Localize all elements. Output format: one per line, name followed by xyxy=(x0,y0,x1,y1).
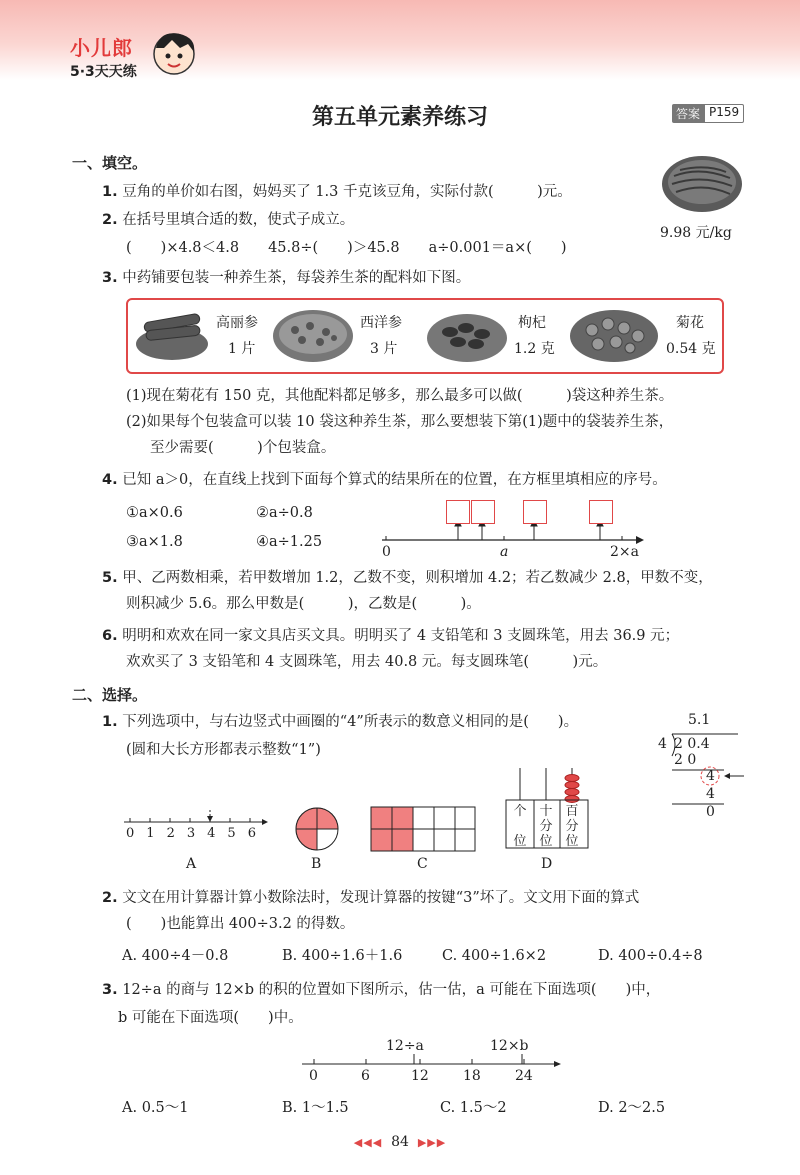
answer-box[interactable] xyxy=(523,500,547,524)
axis-tick: 24 xyxy=(515,1068,533,1084)
option-label-c: C xyxy=(417,856,428,872)
abacus-label-hundredths: 百 分 位 xyxy=(565,804,579,849)
question-1-2: 2. 在括号里填合适的数，使式子成立。 xyxy=(102,212,355,228)
dividend: 2 0.4 xyxy=(674,736,710,752)
divisor: 4 xyxy=(658,736,667,752)
option-label-b: B xyxy=(311,856,322,872)
option: A. 0.5～1 xyxy=(122,1100,189,1116)
section-heading: 一、填空。 xyxy=(72,154,148,172)
left-arrows-icon: ◀◀◀ xyxy=(353,1136,383,1149)
brand-logo: 小儿郎 5·3天天练 xyxy=(70,36,137,80)
price-label: 9.98 元/kg xyxy=(660,225,732,241)
question-1-1: 1. 豆角的单价如右图，妈妈买了 1.3 千克该豆角，实际付款( )元。 xyxy=(102,184,572,200)
page-footer xyxy=(0,1134,800,1150)
ingredient-qty: 0.54 克 xyxy=(666,341,716,357)
axis-label-2a: 2×a xyxy=(610,544,639,560)
option: C. 1.5～2 xyxy=(440,1100,507,1116)
option: ④a÷1.25 xyxy=(256,534,323,550)
right-arrows-icon: ▶▶▶ xyxy=(417,1136,447,1149)
page-title: 第五单元素养练习 xyxy=(311,105,488,130)
option: A. 400÷4－0.8 xyxy=(122,948,229,964)
option-label-a: A xyxy=(186,856,197,872)
ingredient-name: 西洋参 xyxy=(360,315,402,331)
axis-label-a: a xyxy=(500,544,509,560)
goji-image xyxy=(424,304,510,364)
abacus-label-tenths: 十 分 位 xyxy=(539,804,553,849)
beans-image xyxy=(660,152,744,216)
answer-box[interactable] xyxy=(589,500,613,524)
question-1-4: 4. 已知 a＞0，在直线上找到下面每个算式的结果所在的位置，在方框里填相应的序号。 xyxy=(102,472,667,488)
question-2-2: 2. 文文在用计算器计算小数除法时，发现计算器的按键“3”坏了。文文用下面的算式 xyxy=(102,890,640,906)
long-division xyxy=(648,712,758,822)
quotient: 5.1 xyxy=(688,712,711,728)
option: ③a×1.8 xyxy=(126,534,183,550)
american-ginseng-image xyxy=(270,304,356,364)
ingredient-qty: 3 片 xyxy=(370,341,398,357)
ingredient-qty: 1 片 xyxy=(228,341,256,357)
answer-box[interactable] xyxy=(446,500,470,524)
axis-tick: 18 xyxy=(463,1068,481,1084)
option-label-d: D xyxy=(541,856,553,872)
question-1-5-line2: 则积减少 5.6。那么甲数是( )，乙数是( )。 xyxy=(126,596,481,612)
option-c-grid xyxy=(370,806,476,852)
question-1-3-sub2b: 至少需要( )个包装盒。 xyxy=(150,440,336,456)
axis-tick: 0 xyxy=(309,1068,318,1084)
axis-tick: 6 xyxy=(361,1068,370,1084)
option: B. 1～1.5 xyxy=(282,1100,349,1116)
partial-product: 2 0 xyxy=(674,752,697,768)
question-1-2-expr: ( )×4.8＜4.8 45.8÷( )＞45.8 a÷0.001＝a×( ) xyxy=(126,240,567,256)
question-2-1: 1. 下列选项中，与右边竖式中画圈的“4”所表示的数意义相同的是( )。 xyxy=(102,714,579,730)
mascot-icon xyxy=(150,28,200,80)
chrysanthemum-image xyxy=(568,304,660,364)
question-1-6-line2: 欢欢买了 3 支铅笔和 4 支圆珠笔，用去 40.8 元。每支圆珠笔( )元。 xyxy=(126,654,608,670)
option-b-circle xyxy=(294,806,340,852)
circled-digit: 4 xyxy=(706,768,715,784)
answer-key-badge: 答案 P159 xyxy=(672,104,744,123)
question-2-3: 3. 12÷a 的商与 12×b 的积的位置如下图所示，估一估，a 可能在下面选项( )中， xyxy=(102,982,661,998)
ginseng-image xyxy=(134,304,210,364)
ingredient-name: 菊花 xyxy=(676,315,704,331)
page-number: 84 xyxy=(391,1134,409,1150)
question-2-2-line2: ( )也能算出 400÷3.2 的得数。 xyxy=(126,916,355,932)
option: C. 400÷1.6×2 xyxy=(442,948,547,964)
question-2-1-note: (圆和大长方形都表示整数“1”) xyxy=(126,742,321,758)
axis-tick: 12 xyxy=(411,1068,429,1084)
question-1-3-sub1: (1)现在菊花有 150 克，其他配料都足够多，那么最多可以做( )袋这种养生茶。 xyxy=(126,388,674,404)
axis-label-quotient: 12÷a xyxy=(386,1038,424,1054)
section-heading: 二、选择。 xyxy=(72,686,148,704)
question-1-5: 5. 甲、乙两数相乘，若甲数增加 1.2，乙数不变，则积增加 4.2；若乙数减少 2.8，甲数不变， xyxy=(102,570,713,586)
remainder: 0 xyxy=(706,804,715,820)
axis-label-product: 12×b xyxy=(490,1038,529,1054)
option: D. 2～2.5 xyxy=(598,1100,666,1116)
option-a-ticks: 0 1 2 3 4 5 6 xyxy=(126,826,256,841)
ingredient-qty: 1.2 克 xyxy=(514,341,555,357)
question-1-3: 3. 中药铺要包装一种养生茶，每袋养生茶的配料如下图。 xyxy=(102,270,471,286)
option: D. 400÷0.4÷8 xyxy=(598,948,703,964)
option: ①a×0.6 xyxy=(126,505,183,521)
axis-label-zero: 0 xyxy=(382,544,391,560)
question-1-6: 6. 明明和欢欢在同一家文具店买文具。明明买了 4 支铅笔和 3 支圆珠笔，用去 36.9 元； xyxy=(102,628,680,644)
option: B. 400÷1.6＋1.6 xyxy=(282,948,403,964)
abacus-label-ones: 个 位 xyxy=(513,804,527,849)
ingredient-name: 枸杞 xyxy=(518,315,546,331)
ingredient-name: 高丽参 xyxy=(216,315,258,331)
question-2-3-line2: b 可能在下面选项( )中。 xyxy=(118,1010,303,1026)
question-1-3-sub2: (2)如果每个包装盒可以装 10 袋这种养生茶，那么要想装下第(1)题中的袋装养生茶， xyxy=(126,414,674,430)
option: ②a÷0.8 xyxy=(256,505,313,521)
partial-product: 4 xyxy=(706,786,715,802)
answer-box[interactable] xyxy=(471,500,495,524)
